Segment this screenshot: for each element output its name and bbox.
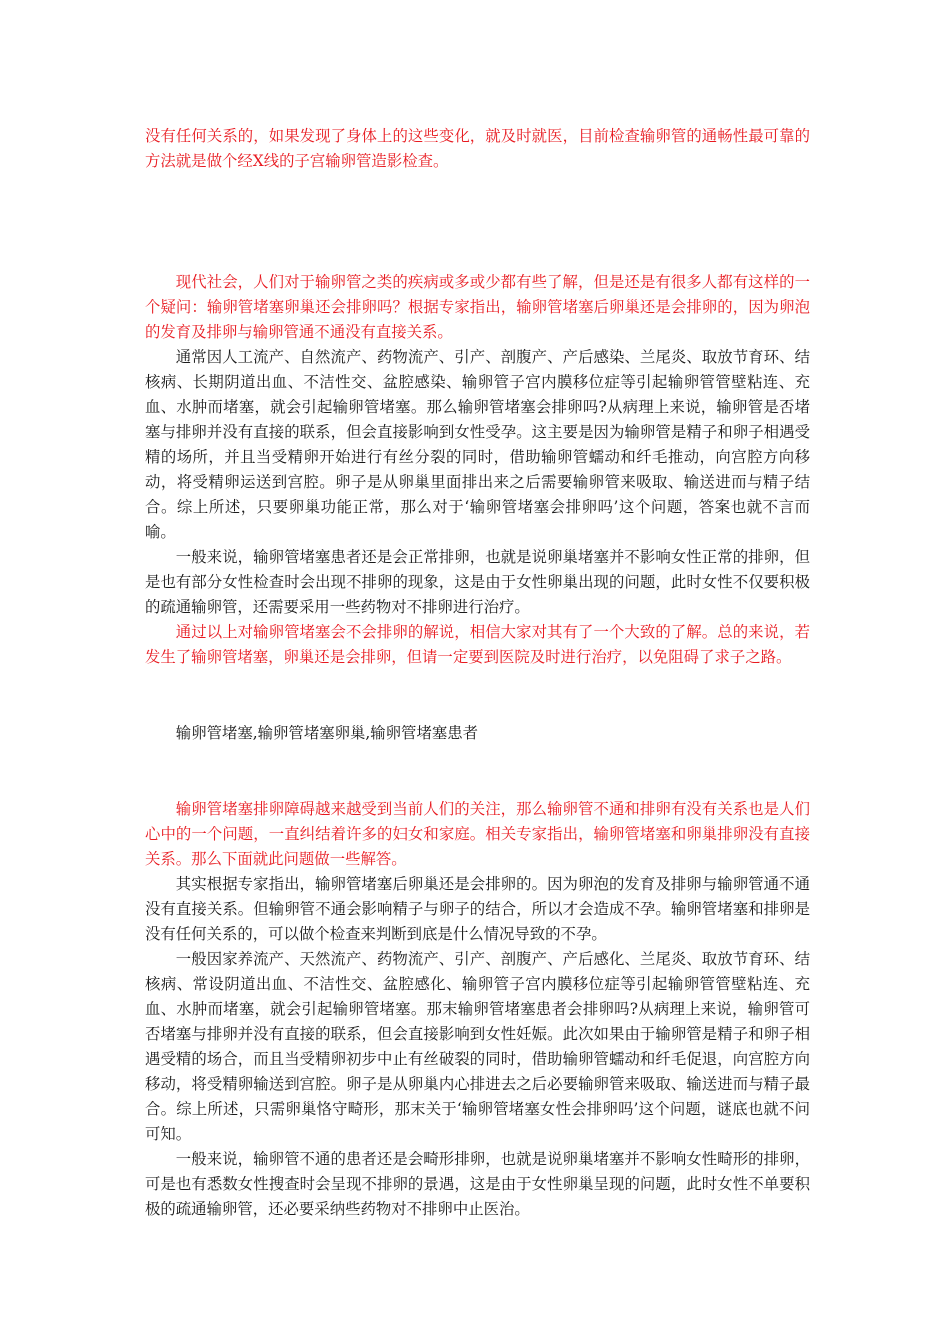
article-2-paragraph-1: 其实根据专家指出，输卵管堵塞后卵巢还是会排卵的。因为卵泡的发育及排卵与输卵管通不通没有直接关系。但输卵管不通会影响精子与卵子的结合，所以才会造成不孕。输卵管堵塞和排卵是没有任何关系的，可以做个检查来判断到底是什么情况导致的不孕。 bbox=[145, 875, 810, 943]
article-1-paragraph-2: 一般来说，输卵管堵塞患者还是会正常排卵，也就是说卵巢堵塞并不影响女性正常的排卵，但是也有部分女性检查时会出现不排卵的现象，这是由于女性卵巢出现的问题，此时女性不仅要积极的疏通输卵管，还需要采用一些药物对不排卵进行治疗。 bbox=[145, 548, 810, 616]
article-2-paragraph-3: 一般来说，输卵管不通的患者还是会畸形排卵，也就是说卵巢堵塞并不影响女性畸形的排卵，可是也有悉数女性搜查时会呈现不排卵的景遇，这是由于女性卵巢呈现的问题，此时女性不单要积极的疏通输卵管，还必要采纳些药物对不排卵中止医治。 bbox=[145, 1150, 810, 1218]
intro-section bbox=[145, 124, 810, 174]
article-2 bbox=[145, 797, 810, 1222]
article-1 bbox=[145, 270, 810, 670]
keywords-line: 输卵管堵塞,输卵管堵塞卵巢,输卵管堵塞患者 bbox=[175, 724, 479, 742]
article-2-lead: 输卵管堵塞排卵障碍越来越受到当前人们的关注，那么输卵管不通和排卵有没有关系也是人们心中的一个问题，一直纠结着许多的妇女和家庭。相关专家指出，输卵管堵塞和卵巢排卵没有直接关系。那么下面就此问题做一些解答。 bbox=[145, 800, 810, 868]
intro-paragraph: 没有任何关系的，如果发现了身体上的这些变化，就及时就医，目前检查输卵管的通畅性最可靠的方法就是做个经X线的子宫输卵管造影检查。 bbox=[145, 127, 810, 170]
article-1-paragraph-1: 通常因人工流产、自然流产、药物流产、引产、剖腹产、产后感染、兰尾炎、取放节育环、结核病、长期阴道出血、不洁性交、盆腔感染、输卵管子宫内膜移位症等引起输卵管管壁粘连、充血、水肿而堵塞，就会引起输卵管堵塞。那么输卵管堵塞会排卵吗?从病理上来说，输卵管是否堵塞与排卵并没有直接的联系，但会直接影响到女性受孕。这主要是因为输卵管是精子和卵子相遇受精的场所，并且当受精卵开始进行有丝分裂的同时，借助输卵管蠕动和纤毛推动，向宫腔方向移动，将受精卵运送到宫腔。卵子是从卵巢里面排出来之后需要输卵管来吸取、输送进而与精子结合。综上所述，只要卵巢功能正常，那么对于‘输卵管堵塞会排卵吗’这个问题，答案也就不言而喻。 bbox=[145, 348, 810, 541]
article-1-lead: 现代社会，人们对于输卵管之类的疾病或多或少都有些了解，但是还是有很多人都有这样的一个疑问：输卵管堵塞卵巢还会排卵吗？根据专家指出，输卵管堵塞后卵巢还是会排卵的，因为卵泡的发育及排卵与输卵管通不通没有直接关系。 bbox=[145, 273, 810, 341]
article-1-conclusion: 通过以上对输卵管堵塞会不会排卵的解说，相信大家对其有了一个大致的了解。总的来说，若发生了输卵管堵塞，卵巢还是会排卵，但请一定要到医院及时进行治疗，以免阻碍了求子之路。 bbox=[145, 623, 810, 666]
article-2-paragraph-2: 一般因家养流产、天然流产、药物流产、引产、剖腹产、产后感化、兰尾炎、取放节育环、结核病、常设阴道出血、不洁性交、盆腔感化、输卵管子宫内膜移位症等引起输卵管管壁粘连、充血、水肿而堵塞，就会引起输卵管堵塞。那末输卵管堵塞患者会排卵吗?从病理上来说，输卵管可否堵塞与排卵并没有直接的联系，但会直接影响到女性妊娠。此次如果由于输卵管是精子和卵子相遇受精的场合，而且当受精卵初步中止有丝破裂的同时，借助输卵管蠕动和纤毛促退，向宫腔方向移动，将受精卵输送到宫腔。卵子是从卵巢内心排进去之后必要输卵管来吸取、输送进而与精子最合。综上所述，只需卵巢恪守畸形，那末关于‘输卵管堵塞女性会排卵吗’这个问题，谜底也就不问可知。 bbox=[145, 950, 810, 1143]
keywords-section bbox=[145, 721, 810, 746]
